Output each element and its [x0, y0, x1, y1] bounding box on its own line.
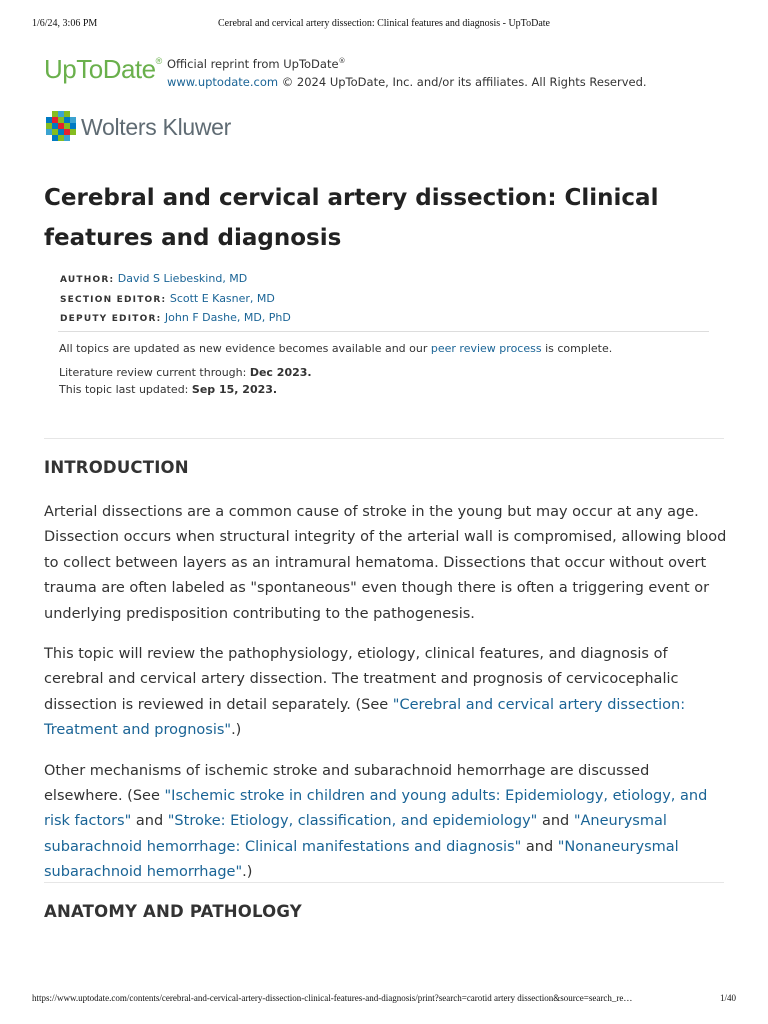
credit-deputy-editor: DEPUTY EDITOR: John F Dashe, MD, PhD	[60, 311, 291, 324]
intro-paragraph-1: Arterial dissections are a common cause of stroke in the young but may occur at any age. Dissection occurs when structural integrity of the arterial wall is compromised, allowing blood to collect between layers as an intramural hematoma. Dissections that occur without overt trauma are often labeled as "spontaneous" even though there is often a triggering event or underlying predisposition contributing to the pathogenesis.	[44, 504, 727, 622]
credit-name-link[interactable]: Scott E Kasner, MD	[169, 291, 275, 305]
credit-role: AUTHOR	[60, 275, 110, 285]
reprint-reg: ®	[338, 57, 346, 65]
uptodate-logo-reg: ®	[155, 56, 162, 66]
aneurysmal-sah-link[interactable]: "Aneurysmal subarachnoid hemorrhage: Clinical manifestations and diagnosis"	[44, 813, 667, 855]
introduction-heading: INTRODUCTION	[44, 458, 189, 477]
stroke-etiology-link[interactable]: "Stroke: Etiology, classification, and epidemiology"	[167, 813, 538, 830]
ischemic-stroke-young-adults-link[interactable]: "Ischemic stroke in children and young adults: Epidemiology, etiology, and risk factors"	[44, 788, 708, 830]
print-datetime: 1/6/24, 3:06 PM	[32, 18, 98, 29]
section-divider	[44, 882, 724, 883]
print-url: https://www.uptodate.com/contents/cerebral-and-cervical-artery-dissection-clinical-features-and-diagnosis/print?search=carotid artery dissection&source=search_re…	[32, 993, 633, 1003]
anatomy-pathology-heading: ANATOMY AND PATHOLOGY	[44, 902, 302, 921]
intro-paragraph-2: This topic will review the pathophysiology, etiology, clinical features, and diagnosis of cerebral and cervical artery dissection. The treatment and prognosis of cervicocephalic dissection is reviewed in detail separately. (See "Cerebral and cervical artery dissection: Treatment and prognosis".)	[44, 646, 686, 739]
last-updated-date: This topic last updated: Sep 15, 2023.	[59, 383, 278, 396]
section-divider	[44, 438, 724, 439]
print-page-title: Cerebral and cervical artery dissection: Clinical features and diagnosis - UpToDate	[218, 18, 550, 29]
uptodate-site-link[interactable]: www.uptodate.com	[167, 74, 279, 89]
treatment-prognosis-link[interactable]: "Cerebral and cervical artery dissection: Treatment and prognosis"	[44, 696, 686, 739]
print-header	[32, 18, 736, 32]
literature-review-date: Literature review current through: Dec 2023.	[59, 365, 312, 379]
credit-role: SECTION EDITOR	[60, 294, 162, 305]
nonaneurysmal-sah-link[interactable]: "Nonaneurysmal subarachnoid hemorrhage"	[44, 838, 679, 881]
article-credits	[60, 270, 291, 329]
uptodate-logo-text: UpToDate	[44, 54, 156, 84]
credit-name-link[interactable]: David S Liebeskind, MD	[117, 272, 248, 285]
credit-section-editor: SECTION EDITOR: Scott E Kasner, MD	[60, 291, 275, 305]
uptodate-logo[interactable]	[44, 54, 162, 85]
print-footer	[32, 993, 736, 1007]
wolters-kluwer-mosaic-icon	[44, 110, 78, 144]
credit-role: DEPUTY EDITOR	[60, 314, 157, 324]
page-number: 1/40	[719, 993, 736, 1003]
update-note: All topics are updated as new evidence becomes available and our peer review process is complete.	[59, 342, 613, 355]
credits-divider	[58, 331, 709, 332]
wolters-kluwer-logo	[44, 110, 231, 144]
introduction-body	[44, 500, 730, 901]
credit-name-link[interactable]: John F Dashe, MD, PhD	[164, 311, 291, 324]
update-notes	[59, 340, 612, 399]
article-title: Cerebral and cervical artery dissection: Clinical features and diagnosis	[44, 185, 659, 251]
wolters-kluwer-wordmark: Wolters Kluwer	[81, 113, 232, 140]
credit-author: AUTHOR: David S Liebeskind, MD	[60, 272, 248, 285]
peer-review-link[interactable]: peer review process	[430, 342, 542, 355]
intro-paragraph-3: Other mechanisms of ischemic stroke and subarachnoid hemorrhage are discussed elsewhere. (See "Ischemic stroke in children and young adults: Epidemiology, etiology, and risk factors" and "Stroke: Etiology, classification, and epidemiology" and "Aneurysmal subarachnoid hemorrhage: Clinical manifestations and diagnosis" and "Nonaneurysmal subarachnoid hemorrhage".)	[44, 762, 708, 881]
copyright-text: © 2024 UpToDate, Inc. and/or its affiliates. All Rights Reserved.	[281, 74, 647, 89]
reprint-notice	[167, 52, 647, 91]
reprint-label: Official reprint from UpToDate	[167, 56, 339, 71]
